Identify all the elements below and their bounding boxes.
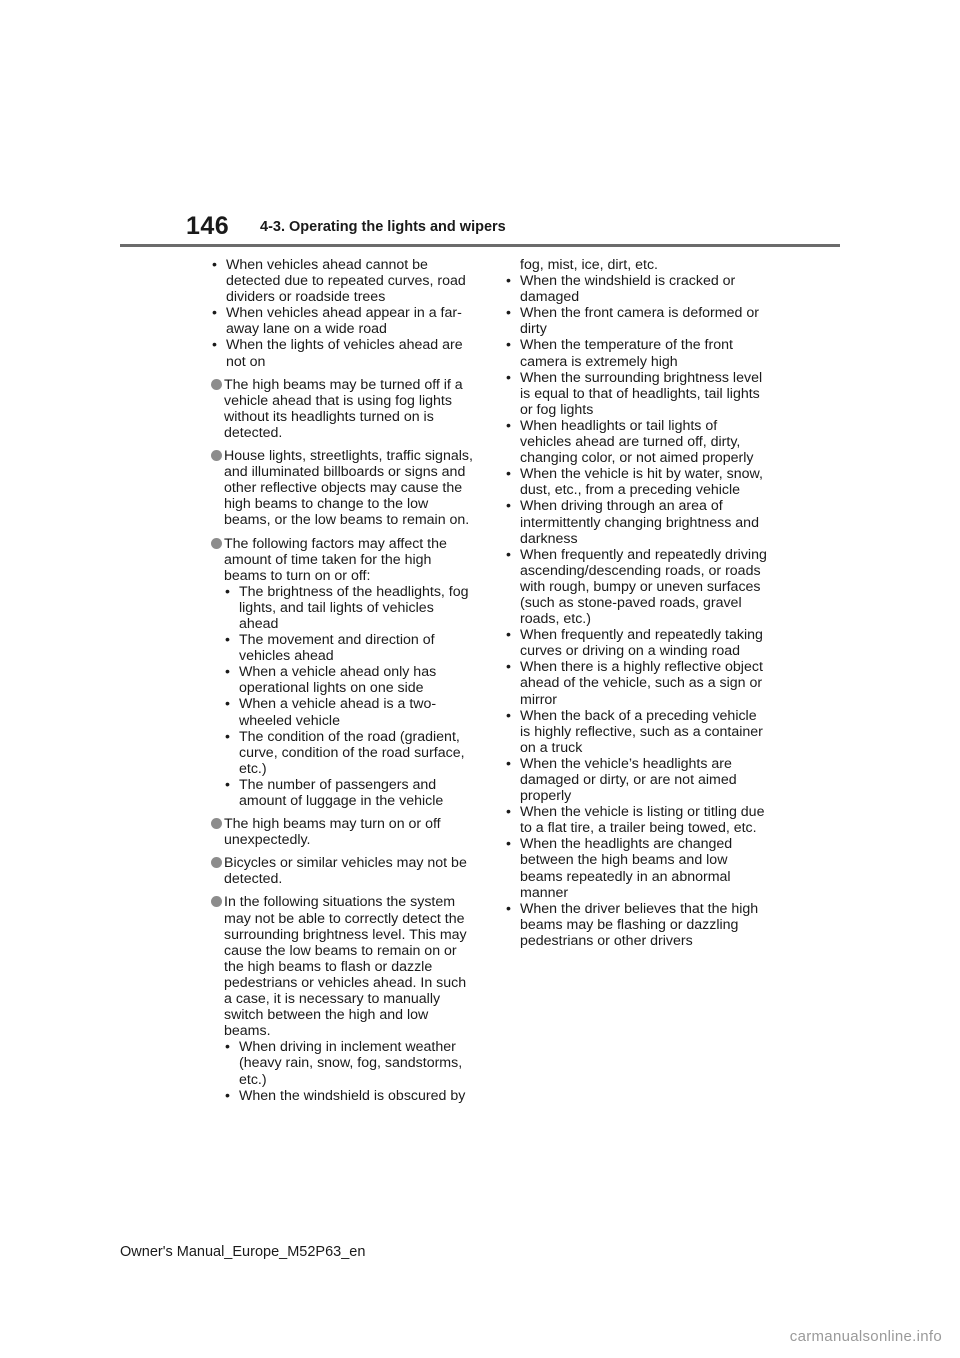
list-item: • When a vehicle ahead only has operational lights on one side: [224, 664, 473, 696]
circle-bullet-icon: [211, 450, 222, 461]
list-item: • When the surrounding brightness level is equal to that of headlights, tail lights or fog lights: [505, 370, 767, 418]
note-unexpected: [211, 816, 473, 848]
note-text: In the following situations the system may not be able to correctly detect the surrounding brightness level. This may cause the low beams to remain on or the high beams to flash or dazzle pedestrians or vehicles ahead. In such a case, it is necessary to manually switch between the high and low beams.: [224, 894, 467, 1040]
list-item: • When the lights of vehicles ahead are not on: [211, 337, 473, 369]
note-text: The high beams may turn on or off unexpectedly.: [224, 816, 441, 849]
note-house-lights: [211, 448, 473, 528]
list-item: • The brightness of the headlights, fog lights, and tail lights of vehicles ahead: [224, 584, 473, 632]
situations-list-continued: [505, 273, 767, 949]
list-item: • When the windshield is obscured by: [224, 1088, 473, 1104]
watermark-link[interactable]: carmanualsonline.info: [789, 1328, 942, 1345]
list-item: • When the headlights are changed between the high beams and low beams repeatedly in an abnormal manner: [505, 836, 767, 900]
page-number: 146: [186, 212, 230, 240]
intro-bullet-list: [211, 257, 473, 370]
note-text: The high beams may be turned off if a vehicle ahead that is using fog lights without its headlights turned on is detected.: [224, 376, 463, 441]
circle-bullet-icon: [211, 818, 222, 829]
note-fog-lights: [211, 377, 473, 441]
list-item: • The movement and direction of vehicles ahead: [224, 632, 473, 664]
note-bicycles: [211, 855, 473, 887]
circle-bullet-icon: [211, 857, 222, 868]
list-item: • The number of passengers and amount of luggage in the vehicle: [224, 777, 473, 809]
note-text: House lights, streetlights, traffic signals, and illuminated billboards or signs and other reflective objects may cause the high beams to change to the low beams, or the low beams to remain on.: [224, 448, 473, 529]
situations-list: [224, 1039, 473, 1103]
list-item: • When the front camera is deformed or dirty: [505, 305, 767, 337]
list-item: • When the vehicle’s headlights are damaged or dirty, or are not aimed properly: [505, 756, 767, 804]
header-rule: [120, 244, 840, 247]
circle-bullet-icon: [211, 379, 222, 390]
circle-bullet-icon: [211, 896, 222, 907]
list-item: • When the driver believes that the high beams may be flashing or dazzling pedestrians or other drivers: [505, 901, 767, 949]
note-text: Bicycles or similar vehicles may not be detected.: [224, 855, 467, 888]
note-factors: [211, 536, 473, 810]
list-item: • When a vehicle ahead is a two-wheeled vehicle: [224, 696, 473, 728]
list-item: • When the back of a preceding vehicle is highly reflective, such as a container on a truck: [505, 708, 767, 756]
continuation-text: fog, mist, ice, dirt, etc.: [520, 257, 658, 273]
circle-bullet-icon: [211, 538, 222, 549]
list-item: • When driving through an area of intermittently changing brightness and darkness: [505, 498, 767, 546]
list-item: • When the temperature of the front camera is extremely high: [505, 337, 767, 369]
left-column: [211, 257, 473, 1104]
note-text: The following factors may affect the amount of time taken for the high beams to turn on or off:: [224, 535, 447, 584]
list-item: • When the vehicle is listing or titling due to a flat tire, a trailer being towed, etc.: [505, 804, 767, 836]
section-title: 4-3. Operating the lights and wipers: [260, 219, 506, 235]
list-item: • When the windshield is cracked or damaged: [505, 273, 767, 305]
list-item: • When vehicles ahead cannot be detected due to repeated curves, road dividers or roadside trees: [211, 257, 473, 305]
list-item: • When vehicles ahead appear in a far-away lane on a wide road: [211, 305, 473, 337]
list-item: • When driving in inclement weather (heavy rain, snow, fog, sandstorms, etc.): [224, 1039, 473, 1087]
list-item: • When there is a highly reflective object ahead of the vehicle, such as a sign or mirror: [505, 659, 767, 707]
factors-list: [224, 584, 473, 809]
list-item: • When the vehicle is hit by water, snow, dust, etc., from a preceding vehicle: [505, 466, 767, 498]
note-brightness-detection: [211, 894, 473, 1103]
list-item: • When frequently and repeatedly driving ascending/descending roads, or roads with rough, bumpy or uneven surfaces (such as stone-paved roads, gravel roads, etc.): [505, 547, 767, 627]
list-item: • When headlights or tail lights of vehicles ahead are turned off, dirty, changing color, or not aimed properly: [505, 418, 767, 466]
list-item: • When frequently and repeatedly taking curves or driving on a winding road: [505, 627, 767, 659]
list-item: • The condition of the road (gradient, curve, condition of the road surface, etc.): [224, 729, 473, 777]
footer-manual-name: Owner's Manual_Europe_M52P63_en: [120, 1244, 366, 1260]
right-column: [505, 257, 767, 949]
